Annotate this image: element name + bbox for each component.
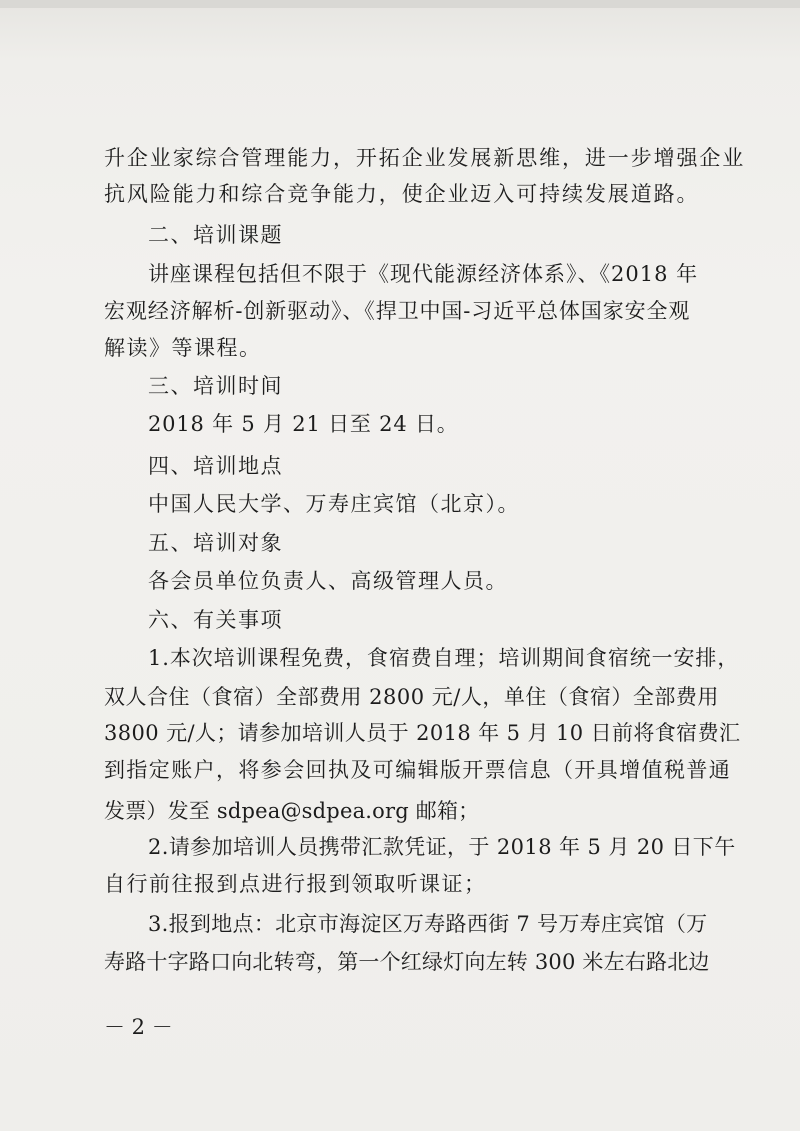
body-line: 各会员单位负责人、高级管理人员。	[148, 569, 508, 593]
section-heading: 三、培训时间	[148, 374, 283, 398]
body-line: 1.本次培训课程免费，食宿费自理；培训期间食宿统一安排，	[148, 646, 740, 670]
body-line: 到指定账户，将参会回执及可编辑版开票信息（开具增值税普通	[104, 758, 732, 782]
body-line: 寿路十字路口向北转弯，第一个红绿灯向左转 300 米左右路北边	[104, 950, 710, 974]
body-line: 3800 元/人；请参加培训人员于 2018 年 5 月 10 日前将食宿费汇	[104, 721, 741, 745]
body-line: 2018 年 5 月 21 日至 24 日。	[148, 412, 459, 436]
body-line: 3.报到地点：北京市海淀区万寿路西街 7 号万寿庄宾馆（万	[148, 912, 708, 936]
body-line: 中国人民大学、万寿庄宾馆（北京）。	[148, 492, 520, 516]
section-heading: 五、培训对象	[148, 531, 283, 555]
scan-shadow	[0, 0, 800, 8]
section-heading: 四、培训地点	[148, 454, 283, 478]
body-line: 讲座课程包括但不限于《现代能源经济体系》、《2018 年	[148, 262, 699, 286]
body-line: 发票）发至 sdpea@sdpea.org 邮箱；	[104, 799, 480, 823]
body-line: 抗风险能力和综合竞争能力，使企业迈入可持续发展道路。	[104, 182, 700, 206]
body-line: 自行前往报到点进行报到领取听课证；	[104, 872, 487, 896]
body-line: 升企业家综合管理能力，开拓企业发展新思维，进一步增强企业	[104, 146, 746, 170]
body-line: 双人合住（食宿）全部费用 2800 元/人，单住（食宿）全部费用	[104, 685, 719, 709]
page-number: － 2 －	[104, 1015, 173, 1039]
section-heading: 六、有关事项	[148, 608, 283, 632]
body-line: 解读》等课程。	[104, 336, 262, 360]
section-heading: 二、培训课题	[148, 223, 283, 247]
body-line: 宏观经济解析-创新驱动》、《捍卫中国-习近平总体国家安全观	[104, 299, 691, 323]
body-line: 2.请参加培训人员携带汇款凭证，于 2018 年 5 月 20 日下午	[148, 835, 736, 859]
